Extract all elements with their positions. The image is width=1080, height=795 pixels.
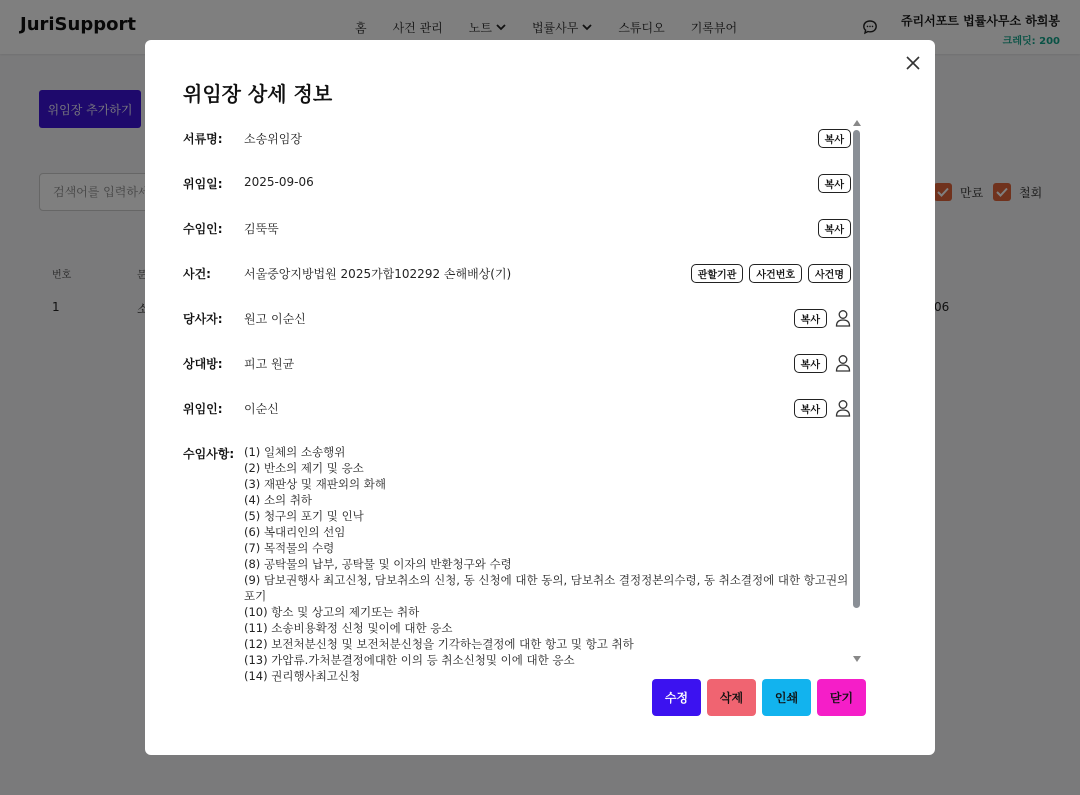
scrollbar-thumb[interactable] bbox=[853, 130, 860, 608]
field-label: 위임인: bbox=[183, 402, 223, 416]
person-icon[interactable] bbox=[835, 399, 851, 417]
person-icon[interactable] bbox=[835, 309, 851, 327]
field-value: 소송위임장 bbox=[244, 132, 302, 146]
list-item: (12) 보전처분신청 및 보전처분신청을 기각하는결정에 대한 항고 및 항고 취하 bbox=[244, 637, 634, 651]
field-value: 서울중앙지방법원 2025가합102292 손해배상(기) bbox=[244, 267, 512, 281]
copy-button[interactable]: 복사 bbox=[818, 219, 851, 238]
detail-row-attorney bbox=[183, 216, 851, 240]
copy-court-button[interactable]: 관할기관 bbox=[691, 264, 744, 283]
person-icon[interactable] bbox=[835, 354, 851, 372]
list-item: (10) 항소 및 상고의 제기또는 취하 bbox=[244, 605, 420, 619]
field-label: 수임인: bbox=[183, 222, 223, 236]
close-button[interactable]: 닫기 bbox=[817, 679, 866, 716]
list-item: (8) 공탁물의 납부, 공탁물 및 이자의 반환청구와 수령 bbox=[244, 557, 512, 571]
list-item: (1) 일체의 소송행위 bbox=[244, 445, 346, 459]
list-item: (14) 권리행사최고신청 bbox=[244, 669, 361, 683]
copy-button[interactable]: 복사 bbox=[818, 129, 851, 148]
scroll-up-arrow-icon[interactable] bbox=[853, 120, 861, 126]
detail-row-document-name bbox=[183, 126, 851, 150]
field-value: 2025-09-06 bbox=[244, 175, 314, 189]
list-item: (5) 청구의 포기 및 인낙 bbox=[244, 509, 364, 523]
copy-case-name-button[interactable]: 사건명 bbox=[808, 264, 851, 283]
field-value: 피고 원균 bbox=[244, 357, 295, 371]
scrollbar[interactable] bbox=[853, 120, 861, 662]
scroll-down-arrow-icon[interactable] bbox=[853, 656, 861, 662]
detail-row-opponent bbox=[183, 351, 851, 375]
detail-row-delegator bbox=[183, 396, 851, 420]
modal-actions bbox=[652, 679, 872, 716]
delegated-matters-list bbox=[244, 444, 861, 684]
list-item: (9) 담보권행사 최고신청, 담보취소의 신청, 동 신청에 대한 동의, 담보취소 결정정본의수령, 동 취소결정에 대한 항고권의 포기 bbox=[244, 573, 849, 603]
delegated-matters-label: 수임사항: bbox=[183, 447, 235, 461]
list-item: (7) 목적물의 수령 bbox=[244, 541, 335, 555]
copy-button[interactable]: 복사 bbox=[794, 399, 827, 418]
copy-button[interactable]: 복사 bbox=[818, 174, 851, 193]
modal-title: 위임장 상세 정보 bbox=[183, 82, 333, 106]
copy-button[interactable]: 복사 bbox=[794, 309, 827, 328]
list-item: (6) 복대리인의 선임 bbox=[244, 525, 346, 539]
edit-button[interactable]: 수정 bbox=[652, 679, 701, 716]
copy-button[interactable]: 복사 bbox=[794, 354, 827, 373]
close-icon[interactable] bbox=[905, 55, 921, 71]
poa-detail-modal bbox=[145, 40, 935, 755]
list-item: (2) 반소의 제기 및 응소 bbox=[244, 461, 364, 475]
print-button[interactable]: 인쇄 bbox=[762, 679, 811, 716]
detail-row-case bbox=[183, 261, 851, 285]
field-value: 이순신 bbox=[244, 402, 279, 416]
detail-row-party bbox=[183, 306, 851, 330]
field-value: 김뚝뚝 bbox=[244, 222, 279, 236]
field-label: 당사자: bbox=[183, 312, 223, 326]
list-item: (4) 소의 취하 bbox=[244, 493, 313, 507]
field-label: 위임일: bbox=[183, 177, 223, 191]
list-item: (11) 소송비용확정 신청 및이에 대한 응소 bbox=[244, 621, 453, 635]
modal-scroll-content[interactable] bbox=[145, 122, 861, 683]
delete-button[interactable]: 삭제 bbox=[707, 679, 756, 716]
list-item: (13) 가압류.가처분결정에대한 이의 등 취소신청및 이에 대한 응소 bbox=[244, 653, 575, 667]
field-label: 상대방: bbox=[183, 357, 223, 371]
list-item: (3) 재판상 및 재판외의 화해 bbox=[244, 477, 387, 491]
field-label: 사건: bbox=[183, 267, 211, 281]
detail-row-delegation-date bbox=[183, 171, 851, 195]
copy-case-number-button[interactable]: 사건번호 bbox=[749, 264, 802, 283]
field-label: 서류명: bbox=[183, 132, 223, 146]
field-value: 원고 이순신 bbox=[244, 312, 306, 326]
